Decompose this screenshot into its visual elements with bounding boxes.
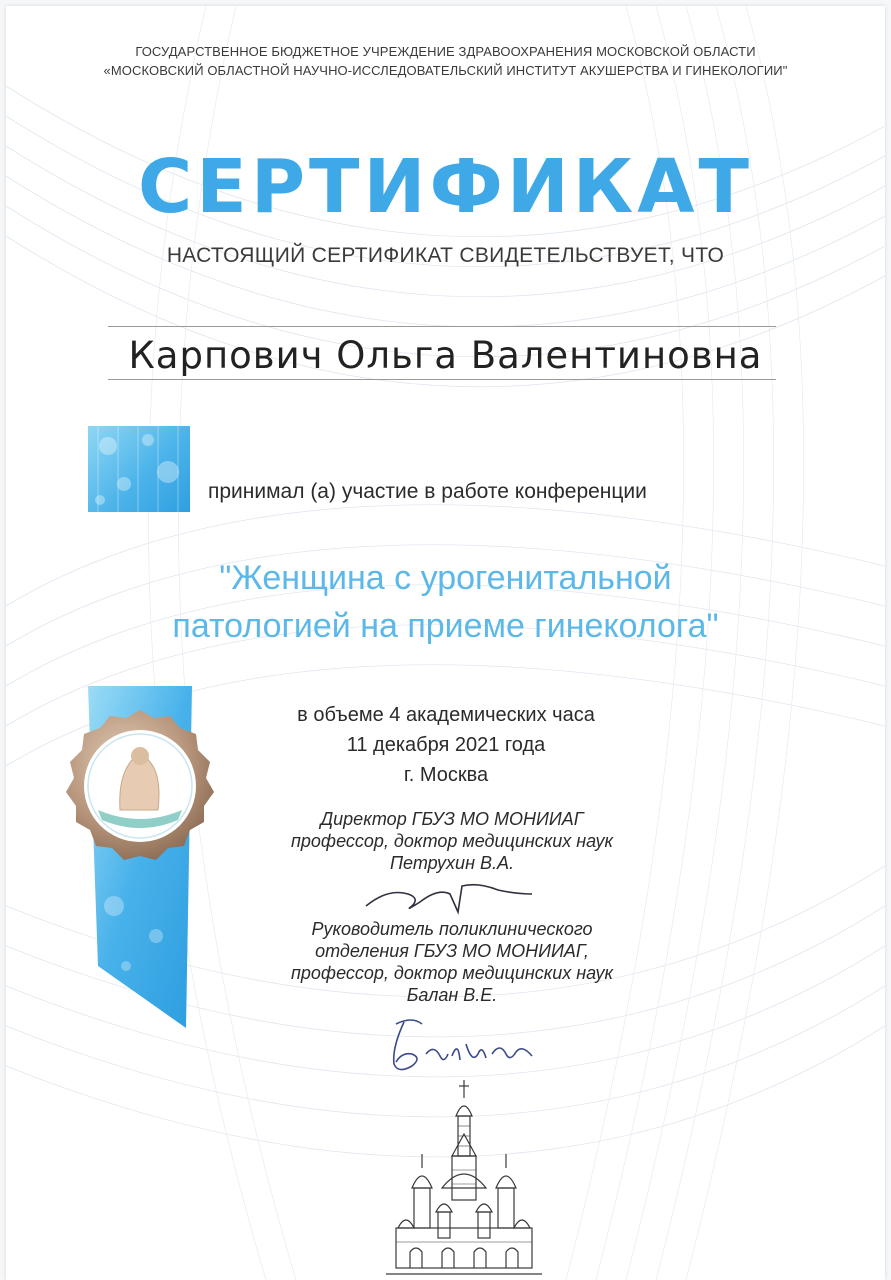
conference-title (6, 554, 885, 650)
head-name: Балан В.Е. (406, 985, 498, 1005)
organization-name-line1: ГОСУДАРСТВЕННОЕ БЮДЖЕТНОЕ УЧРЕЖДЕНИЕ ЗДРАВООХРАНЕНИЯ МОСКОВСКОЙ ОБЛАСТИ (135, 44, 756, 59)
conference-title-line2: патологией на приеме гинеколога" (172, 607, 719, 645)
director-title: Директор ГБУЗ МО МОНИИАГ (320, 809, 584, 829)
certificate-title: СЕРТИФИКАТ (137, 144, 754, 230)
certificate-subtitle: НАСТОЯЩИЙ СЕРТИФИКАТ СВИДЕТЕЛЬСТВУЕТ, ЧТО (166, 244, 725, 267)
institute-seal-icon (58, 706, 222, 866)
conference-title-line1: "Женщина с урогенитальной (219, 559, 672, 597)
organization-name-line2: «МОСКОВСКИЙ ОБЛАСТНОЙ НАУЧНО-ИССЛЕДОВАТЕЛЬСКИЙ ИНСТИТУТ АКУШЕРСТВА И ГИНЕКОЛОГИИ" (103, 63, 788, 78)
head-title-line1: Руководитель поликлинического (311, 919, 593, 939)
name-bottom-rule (108, 379, 776, 380)
director-degree: профессор, доктор медицинских наук (290, 831, 614, 851)
director-signature-block (202, 808, 702, 874)
department-head-signature-block (202, 918, 702, 1006)
department-head-signature (382, 1014, 542, 1078)
academic-hours: в объеме 4 академических часа (297, 704, 595, 726)
certificate-page (6, 6, 885, 1280)
st-basils-cathedral-icon (382, 1076, 546, 1280)
event-city: г. Москва (403, 764, 489, 786)
name-top-rule (108, 326, 776, 327)
participation-statement: принимал (а) участие в работе конференции (208, 480, 647, 503)
event-date: 11 декабря 2021 года (346, 734, 546, 756)
head-title-line2: отделения ГБУЗ МО МОНИИАГ, (315, 941, 589, 961)
head-degree: профессор, доктор медицинских наук (290, 963, 614, 983)
recipient-name: Карпович Ольга Валентиновна (128, 334, 763, 377)
director-name: Петрухин В.А. (390, 853, 514, 873)
ribbon-top-decoration (88, 426, 190, 512)
director-signature (358, 872, 538, 918)
